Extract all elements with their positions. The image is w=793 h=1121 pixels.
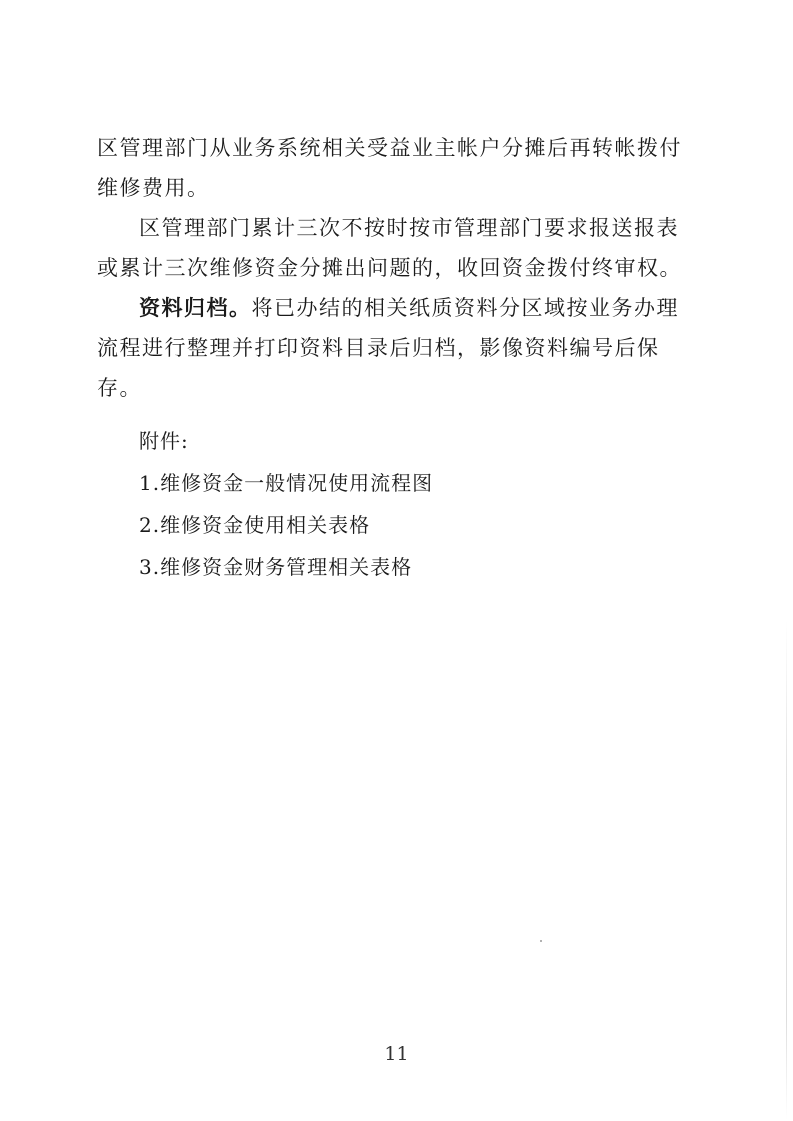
attachments-label: 附件:: [139, 429, 189, 453]
paragraph-fee-allocation: 区管理部门从业务系统相关受益业主帐户分摊后再转帐拨付维修费用。: [97, 136, 682, 200]
scan-speck: [540, 940, 542, 942]
body-text: [97, 128, 697, 408]
page-number: 11: [384, 1043, 409, 1065]
paragraph-archiving: [97, 288, 697, 408]
attachment-item-2: 2.维修资金使用相关表格: [139, 513, 371, 537]
attachment-item-3: 3.维修资金财务管理相关表格: [139, 555, 413, 579]
attachment-item-1: 1.维修资金一般情况使用流程图: [139, 471, 434, 495]
paragraph-approval-revocation: 区管理部门累计三次不按时按市管理部门要求报送报表或累计三次维修资金分摊出问题的，收回资金拨付终审权。: [97, 216, 682, 280]
attachments-section: [139, 420, 433, 588]
archiving-text: 将已办结的相关纸质资料分区域按业务办理流程进行整理并打印资料目录后归档，影像资料编号后保存。: [97, 296, 679, 400]
archiving-heading: 资料归档。: [139, 295, 252, 320]
